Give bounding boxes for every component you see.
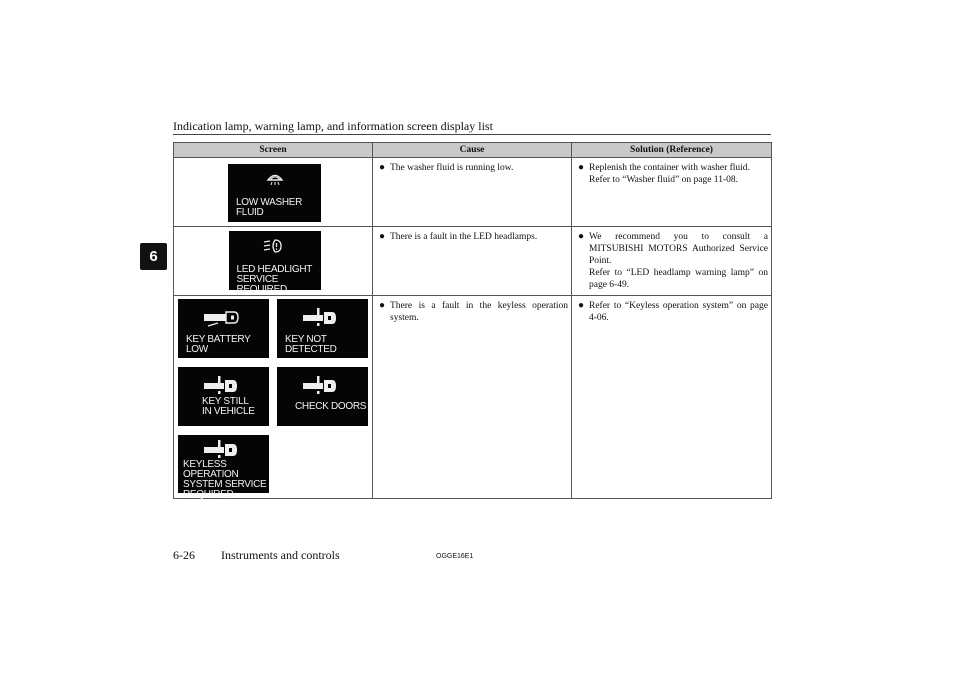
display-label-line: IN VEHICLE	[202, 406, 255, 417]
display-label-line: KEYLESS OPERATION	[183, 459, 239, 480]
display-label: CHECK DOORS	[295, 401, 367, 412]
key-battery-icon	[204, 308, 240, 328]
display-low-washer-fluid	[228, 164, 321, 222]
table-row	[174, 296, 772, 499]
column-header-screen: Screen	[174, 143, 373, 158]
solution-cell	[572, 158, 772, 227]
display-list-table	[173, 142, 772, 499]
led-headlamp-warning-icon	[263, 238, 283, 254]
page-header-title: Indication lamp, warning lamp, and information screen display list	[173, 119, 493, 133]
display-label-line: LED HEADLIGHT	[236, 264, 313, 275]
key-warning-icon	[303, 307, 339, 329]
screen-cell	[174, 296, 373, 499]
washer-fluid-icon	[266, 170, 284, 186]
screen-cell	[174, 227, 373, 296]
key-warning-icon	[204, 439, 240, 461]
table-row	[174, 227, 772, 296]
display-label-line: SERVICE REQUIRED	[236, 274, 287, 295]
solution-cell	[572, 227, 772, 296]
bullet-icon: ●	[379, 162, 386, 173]
display-key-not-detected	[277, 299, 368, 358]
display-label-line: KEY STILL	[202, 396, 249, 407]
cause-cell	[373, 158, 572, 227]
bullet-icon: ●	[379, 231, 386, 242]
display-keyless-operation-service	[178, 435, 269, 500]
footer-page-number: 6-26	[173, 548, 195, 562]
bullet-icon: ●	[578, 300, 585, 311]
cause-text: The washer fluid is running low.	[390, 163, 514, 173]
screen-cell	[174, 158, 373, 227]
chapter-tab: 6	[140, 243, 167, 270]
display-label: KEY NOT DETECTED	[285, 334, 337, 355]
display-label: LOW WASHER FLUID	[236, 197, 303, 218]
key-warning-icon	[204, 375, 240, 397]
key-warning-icon	[303, 375, 339, 397]
bullet-icon: ●	[578, 231, 585, 242]
display-check-doors	[277, 367, 368, 426]
cause-text: There is a fault in the keyless operation system.	[390, 301, 568, 323]
display-led-headlight-service	[229, 231, 321, 295]
display-key-battery-low	[178, 299, 269, 358]
footer-section-title: Instruments and controls	[221, 548, 340, 562]
solution-reference: Refer to “Washer fluid” on page 11-08.	[589, 175, 738, 185]
bullet-icon: ●	[578, 162, 585, 173]
table-row	[174, 158, 772, 227]
cause-cell	[373, 296, 572, 499]
column-header-cause: Cause	[373, 143, 572, 158]
header-divider	[173, 134, 771, 135]
column-header-solution: Solution (Reference)	[572, 143, 772, 158]
solution-reference: Refer to “Keyless operation system” on page 4-06.	[589, 301, 768, 323]
solution-cell	[572, 296, 772, 499]
solution-text: Replenish the container with washer fluid.	[589, 163, 750, 173]
display-label-line: SYSTEM SERVICE	[183, 479, 267, 490]
cause-text: There is a fault in the LED headlamps.	[390, 232, 538, 242]
solution-reference: Refer to “LED headlamp warning lamp” on page 6-49.	[589, 268, 768, 290]
footer-document-code: OGGE16E1	[436, 553, 474, 560]
cause-cell	[373, 227, 572, 296]
display-label-line: REQUIRED	[183, 489, 234, 500]
display-label: KEY BATTERY LOW	[186, 334, 251, 355]
display-key-still-in-vehicle	[178, 367, 269, 426]
bullet-icon: ●	[379, 300, 386, 311]
table-header-row	[174, 143, 772, 158]
solution-text: We recommend you to consult a MITSUBISHI MOTORS Authorized Service Point.	[589, 232, 768, 266]
